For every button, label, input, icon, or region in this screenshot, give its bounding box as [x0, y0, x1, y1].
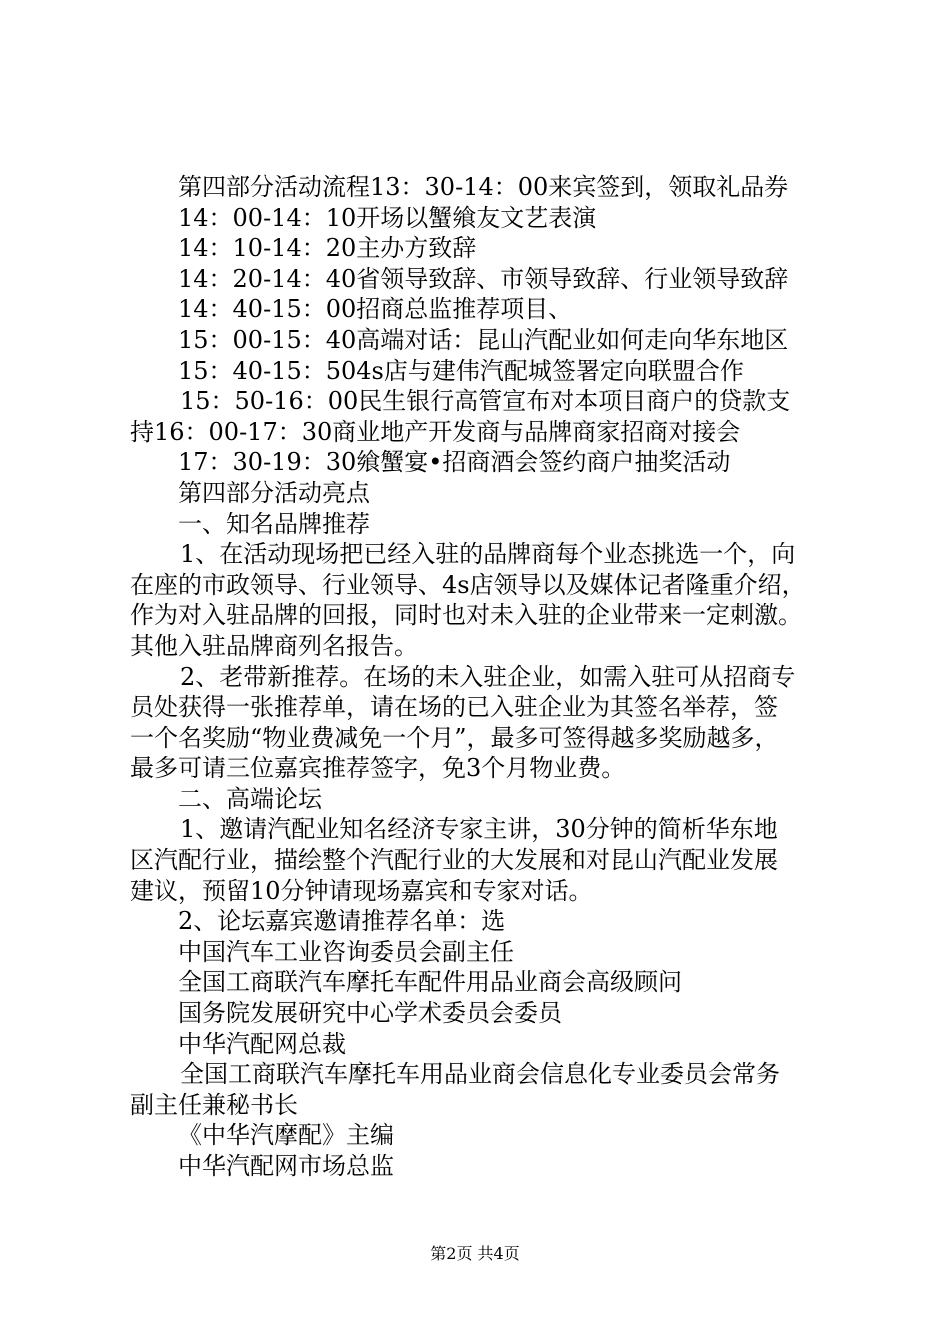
- text-line: 1、在活动现场把已经入驻的品牌商每个业态挑选一个，向: [180, 540, 796, 569]
- document-body: [130, 172, 830, 1182]
- text-line: 2、老带新推荐。在场的未入驻企业，如需入驻可从招商专: [180, 662, 796, 691]
- text-line: 《中华汽摩配》主编: [178, 1121, 394, 1150]
- text-line: 2、论坛嘉宾邀请推荐名单：选: [178, 907, 506, 936]
- text-line: 15：40-15：504s店与建伟汽配城签署定向联盟合作: [178, 356, 744, 385]
- page-footer: 第2页 共4页: [430, 1244, 520, 1263]
- text-line: 15：00-15：40高端对话：昆山汽配业如何走向华东地区: [178, 325, 789, 354]
- text-line: 一个名奖励“物业费减免一个月”，最多可签得越多奖励越多，: [130, 723, 779, 752]
- text-line: 15：50-16：00民生银行高管宣布对本项目商户的贷款支: [180, 387, 791, 416]
- text-line: 建议，预留10分钟请现场嘉宾和专家对话。: [130, 876, 593, 905]
- text-line: 14：00-14：10开场以蟹飨友文艺表演: [178, 203, 597, 232]
- text-line: 第四部分活动亮点: [178, 478, 370, 507]
- text-line: 在座的市政领导、行业领导、4s店领导以及媒体记者隆重介绍，: [130, 570, 806, 599]
- text-line: 国务院发展研究中心学术委员会委员: [178, 999, 562, 1028]
- text-line: 17：30-19：30飨蟹宴•招商酒会签约商户抽奖活动: [178, 448, 731, 477]
- text-line: 14：10-14：20主办方致辞: [178, 234, 477, 263]
- text-line: 作为对入驻品牌的回报，同时也对未入驻的企业带来一定刺激。: [130, 601, 802, 630]
- text-line: 14：40-15：00招商总监推荐项目、: [178, 295, 573, 324]
- text-line: 14：20-14：40省领导致辞、市领导致辞、行业领导致辞: [178, 264, 789, 293]
- text-line: 1、邀请汽配业知名经济专家主讲，30分钟的简析华东地: [180, 815, 778, 844]
- text-line: 持16：00-17：30商业地产开发商与品牌商家招商对接会: [130, 417, 741, 446]
- text-line: 全国工商联汽车摩托车用品业商会信息化专业委员会常务: [180, 1060, 780, 1089]
- text-line: 中华汽配网总裁: [178, 1029, 346, 1058]
- text-line: 区汽配行业，描绘整个汽配行业的大发展和对昆山汽配业发展: [130, 846, 778, 875]
- text-line: 第四部分活动流程13：30-14：00来宾签到，领取礼品券: [178, 173, 789, 201]
- text-line: 副主任兼秘书长: [130, 1090, 298, 1119]
- text-line: 一、知名品牌推荐: [178, 509, 370, 538]
- text-line: 全国工商联汽车摩托车配件用品业商会高级顾问: [178, 968, 682, 997]
- text-line: 中国汽车工业咨询委员会副主任: [178, 937, 514, 966]
- text-line: 员处获得一张推荐单，请在场的已入驻企业为其签名举荐，签: [130, 693, 778, 722]
- text-line: 二、高端论坛: [178, 784, 322, 813]
- text-line: 最多可请三位嘉宾推荐签字，免3个月物业费。: [130, 754, 626, 783]
- text-line: 其他入驻品牌商列名报告。: [130, 631, 418, 660]
- text-line: 中华汽配网市场总监: [178, 1152, 394, 1180]
